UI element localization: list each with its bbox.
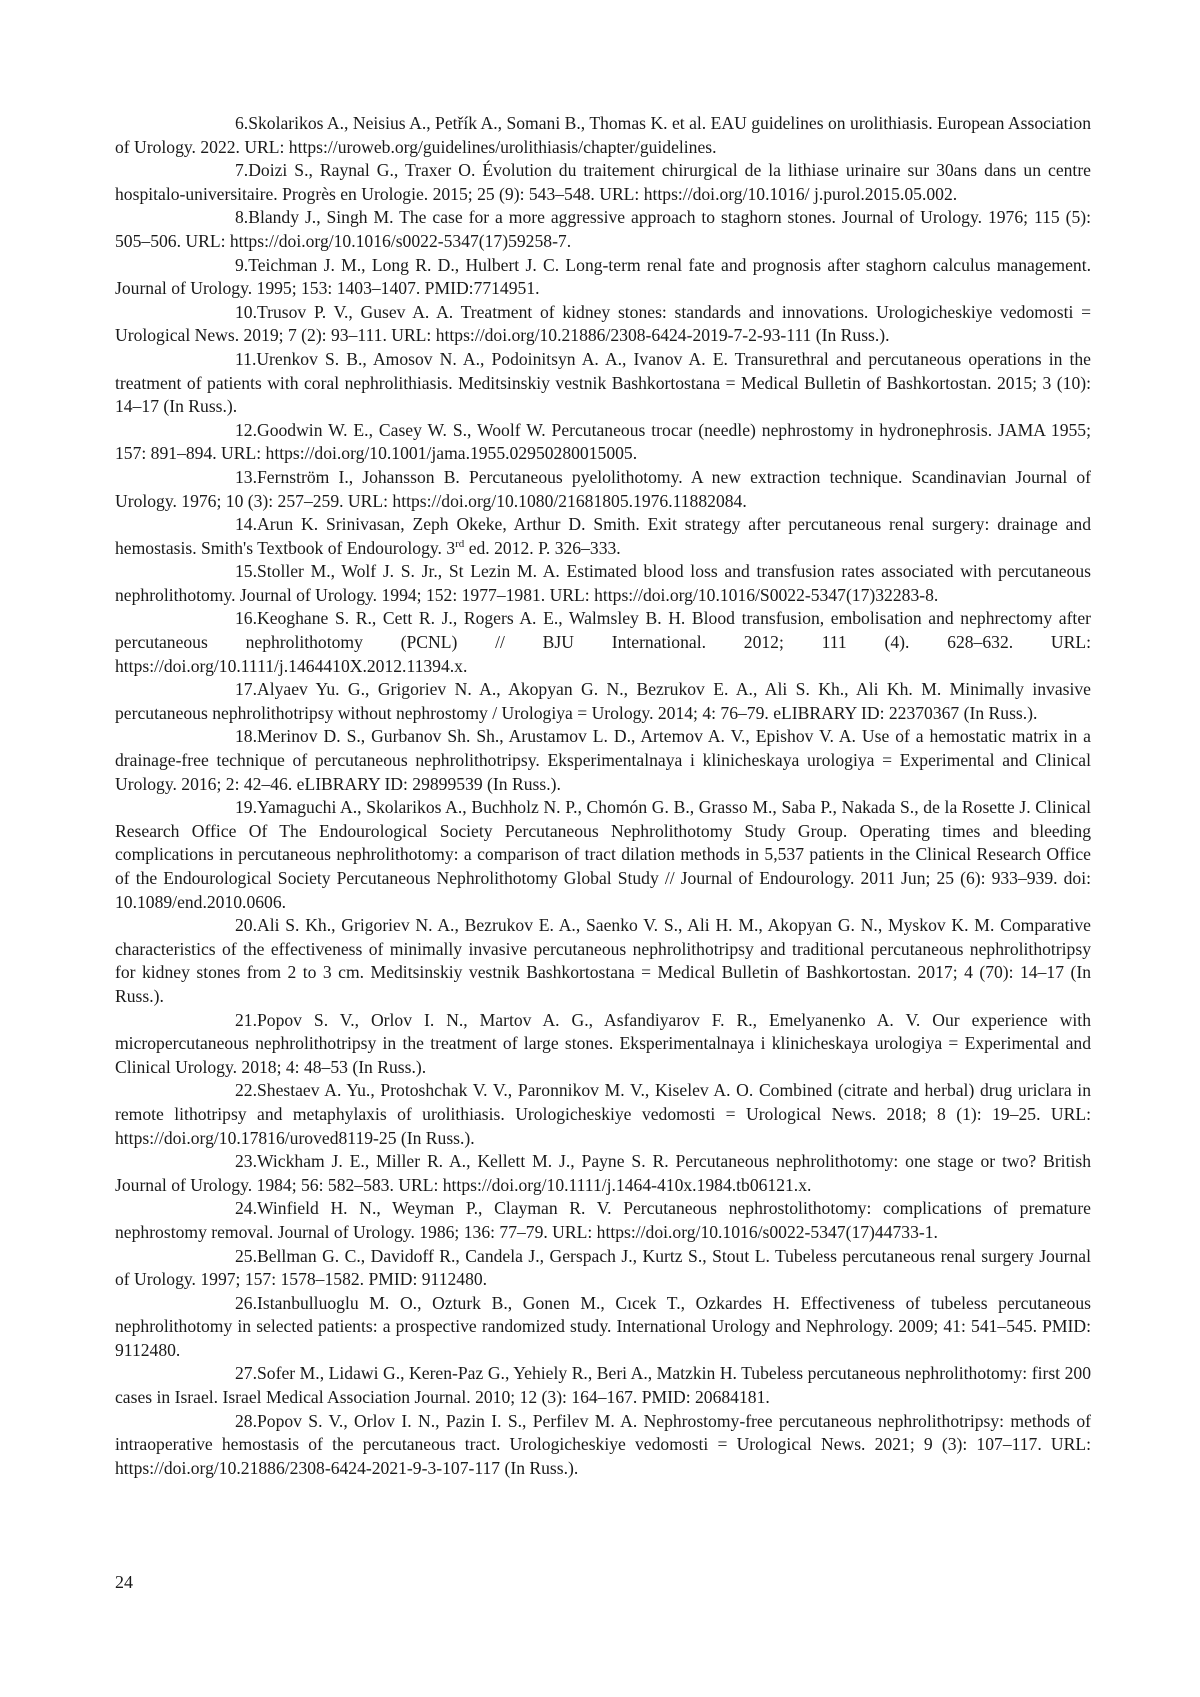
reference-item (115, 348, 1091, 419)
reference-item (115, 206, 1091, 253)
reference-number: 23. (235, 1151, 257, 1172)
reference-item (115, 1245, 1091, 1292)
reference-text: Skolarikos A., Neisius A., Petřík A., Somani B., Thomas K. et al. EAU guidelines on urolithiasis. European Association of Urology. 2022. URL: https://uroweb.org/guidelines/urolithiasis/chapter/guidelines. (115, 113, 1091, 157)
reference-text: Ali S. Kh., Grigoriev N. A., Bezrukov E. A., Saenko V. S., Ali H. M., Akopyan G. N., Myskov K. M. Comparative characteristics of the effectiveness of minimally invasive percutaneous nephrolithotripsy and traditional percutaneous nephrolithotripsy for kidney stones from 2 to 3 cm. Meditsinskiy vestnik Bashkortostana = Medical Bulletin of Bashkortostan. 2017; 4 (70): 14–17 (In Russ.). (115, 915, 1091, 1006)
reference-number: 7. (235, 160, 249, 181)
reference-number: 18. (235, 726, 257, 747)
reference-text: Sofer M., Lidawi G., Keren-Paz G., Yehiely R., Beri A., Matzkin H. Tubeless percutaneous nephrolithotomy: first 200 cases in Israel. Israel Medical Association Journal. 2010; 12 (3): 164–167. PMID: 20684181. (115, 1363, 1091, 1408)
reference-text: Istanbulluoglu M. O., Ozturk B., Gonen M., Cıcek T., Ozkardes H. Effectiveness of tubeless percutaneous nephrolithotomy in selected patients: a prospective randomized study. International Urology and Nephrology. 2009; 41: 541–545. PMID: 9112480. (115, 1292, 1091, 1360)
reference-text: Shestaev A. Yu., Protoshchak V. V., Paronnikov M. V., Kiselev A. O. Combined (citrate and herbal) drug uriclara in remote lithotripsy and metaphylaxis of urolithiasis. Urologicheskiye vedomosti = Urological News. 2018; 8 (1): 19–25. URL: https://doi.org/10.17816/uroved8119-25 (In Russ.). (115, 1080, 1091, 1148)
reference-text: Stoller M., Wolf J. S. Jr., St Lezin M. A. Estimated blood loss and transfusion rates associated with percutaneous nephrolithotomy. Journal of Urology. 1994; 152: 1977–1981. URL: https://doi.org/10.1016/S0022-5347(17)32283-8. (115, 561, 1091, 605)
reference-text: Popov S. V., Orlov I. N., Pazin I. S., Perfilev M. A. Nephrostomy-free percutaneous nephrolithotripsy: methods of intraoperative hemostasis of the percutaneous tract. Urologicheskiye vedomosti = Urological News. 2021; 9 (3): 107–117. URL: https://doi.org/10.21886/2308-6424-2021-9-3-107-117 (In Russ.). (115, 1410, 1091, 1478)
reference-item (115, 1362, 1091, 1409)
reference-text: Trusov P. V., Gusev A. A. Treatment of kidney stones: standards and innovations. Urologicheskiye vedomosti = Urological News. 2019; 7 (2): 93–111. URL: https://doi.org/10.21886/2308-6424-2019-7-2-93-111 (In Russ.). (115, 301, 1091, 346)
reference-item (115, 725, 1091, 796)
reference-number: 15. (235, 561, 257, 582)
reference-item (115, 1292, 1091, 1363)
reference-item (115, 1197, 1091, 1244)
reference-item (115, 1009, 1091, 1080)
reference-number: 16. (235, 608, 257, 629)
reference-text: Bellman G. C., Davidoff R., Candela J., Gerspach J., Kurtz S., Stout L. Tubeless percutaneous renal surgery Journal of Urology. 1997; 157: 1578–1582. PMID: 9112480. (115, 1245, 1091, 1290)
reference-number: 19. (235, 797, 257, 818)
reference-text: Winfield H. N., Weyman P., Clayman R. V. Percutaneous nephrostolithotomy: complications of premature nephrostomy removal. Journal of Urology. 1986; 136: 77–79. URL: https://doi.org/10.1016/s0022-5347(17)44733-1. (115, 1198, 1091, 1242)
reference-text: ed. 2012. P. 326–333. (464, 537, 621, 558)
reference-text: Wickham J. E., Miller R. A., Kellett M. J., Payne S. R. Percutaneous nephrolithotomy: one stage or two? British Journal of Urology. 1984; 56: 582–583. URL: https://doi.org/10.1111/j.1464-410x.1984.tb06121.x. (115, 1151, 1091, 1195)
reference-number: 17. (235, 679, 257, 700)
reference-item (115, 254, 1091, 301)
reference-item (115, 1150, 1091, 1197)
reference-number: 26. (235, 1292, 257, 1313)
reference-item (115, 466, 1091, 513)
page-number: 24 (115, 1572, 133, 1592)
reference-text: Arun K. Srinivasan, Zeph Okeke, Arthur D. Smith. Exit strategy after percutaneous renal surgery: drainage and hemostasis. Smith's Textbook of Endourology. 3 (115, 514, 1091, 558)
reference-item (115, 112, 1091, 159)
reference-text: Yamaguchi A., Skolarikos A., Buchholz N. P., Chomón G. B., Grasso M., Saba P., Nakada S., de la Rosette J. Clinical Research Office Of The Endourological Society Percutaneous Nephrolithotomy Study Group. Operating times and bleeding complications in percutaneous nephrolithotomy: a comparison of tract dilation methods in 5,537 patients in the Clinical Research Office of the Endourological Society Percutaneous Nephrolithotomy Global Study // Journal of Endourology. 2011 Jun; 25 (6): 933–939. doi: 10.1089/end.2010.0606. (115, 797, 1091, 912)
reference-item (115, 513, 1091, 560)
reference-number: 22. (235, 1080, 257, 1101)
reference-item (115, 678, 1091, 725)
reference-number: 8. (235, 207, 249, 228)
reference-number: 28. (235, 1410, 257, 1431)
reference-text: Keoghane S. R., Cett R. J., Rogers A. E., Walmsley B. H. Blood transfusion, embolisation and nephrectomy after percutaneous nephrolithotomy (PCNL) // BJU International. 2012; 111 (4). 628–632. URL: https://doi.org/10.1111/j.1464410X.2012.11394.x. (115, 608, 1091, 676)
reference-number: 21. (235, 1009, 257, 1030)
reference-item (115, 159, 1091, 206)
reference-text: Popov S. V., Orlov I. N., Martov A. G., Asfandiyarov F. R., Emelyanenko A. V. Our experience with micropercutaneous nephrolithotripsy in the treatment of large stones. Eksperimentalnaya i klinicheskaya urologiya = Experimental and Clinical Urology. 2018; 4: 48–53 (In Russ.). (115, 1009, 1091, 1077)
reference-number: 24. (235, 1198, 257, 1219)
reference-item (115, 796, 1091, 914)
reference-item (115, 419, 1091, 466)
reference-item (115, 560, 1091, 607)
reference-list (115, 112, 1091, 1480)
reference-number: 12. (235, 419, 257, 440)
reference-text: Goodwin W. E., Casey W. S., Woolf W. Percutaneous trocar (needle) nephrostomy in hydronephrosis. JAMA 1955; 157: 891–894. URL: https://doi.org/10.1001/jama.1955.02950280015005. (115, 419, 1091, 464)
reference-number: 14. (235, 514, 257, 535)
reference-text: Merinov D. S., Gurbanov Sh. Sh., Arustamov L. D., Artemov A. V., Epishov V. A. Use of a hemostatic matrix in a drainage-free technique of percutaneous nephrolithotripsy. Eksperimentalnaya i klinicheskaya urologiya = Experimental and Clinical Urology. 2016; 2: 42–46. eLIBRARY ID: 29899539 (In Russ.). (115, 726, 1091, 794)
ordinal-superscript: rd (455, 537, 465, 550)
reference-text: Blandy J., Singh M. The case for a more aggressive approach to staghorn stones. Journal of Urology. 1976; 115 (5): 505–506. URL: https://doi.org/10.1016/s0022-5347(17)59258-7. (115, 207, 1091, 251)
reference-item (115, 914, 1091, 1008)
reference-number: 11. (235, 348, 257, 369)
reference-text: Urenkov S. B., Amosov N. A., Podoinitsyn A. A., Ivanov A. E. Transurethral and percutaneous operations in the treatment of patients with coral nephrolithiasis. Meditsinskiy vestnik Bashkortostana = Medical Bulletin of Bashkortostan. 2015; 3 (10): 14–17 (In Russ.). (115, 348, 1091, 417)
reference-text: Alyaev Yu. G., Grigoriev N. A., Akopyan G. N., Bezrukov E. A., Ali S. Kh., Ali Kh. M. Minimally invasive percutaneous nephrolithotripsy without nephrostomy / Urologiya = Urology. 2014; 4: 76–79. eLIBRARY ID: 22370367 (In Russ.). (115, 679, 1091, 723)
reference-number: 6. (235, 113, 249, 133)
reference-number: 13. (235, 466, 257, 487)
reference-item (115, 607, 1091, 678)
reference-item (115, 301, 1091, 348)
reference-number: 25. (235, 1245, 257, 1266)
reference-text: Doizi S., Raynal G., Traxer O. Évolution du traitement chirurgical de la lithiase urinaire sur 30ans dans un centre hospitalo-universitaire. Progrès en Urologie. 2015; 25 (9): 543–548. URL: https://doi.org/10.1016/ j.purol.2015.05.002. (115, 160, 1091, 204)
reference-number: 27. (235, 1363, 257, 1384)
reference-number: 9. (235, 254, 249, 275)
reference-item (115, 1079, 1091, 1150)
reference-number: 10. (235, 301, 257, 322)
reference-text: Fernström I., Johansson B. Percutaneous pyelolithotomy. A new extraction technique. Scandinavian Journal of Urology. 1976; 10 (3): 257–259. URL: https://doi.org/10.1080/21681805.1976.11882084. (115, 466, 1091, 511)
reference-number: 20. (235, 915, 257, 936)
reference-text: Teichman J. M., Long R. D., Hulbert J. C. Long-term renal fate and prognosis after staghorn calculus management. Journal of Urology. 1995; 153: 1403–1407. PMID:7714951. (115, 254, 1091, 299)
reference-item (115, 1410, 1091, 1481)
